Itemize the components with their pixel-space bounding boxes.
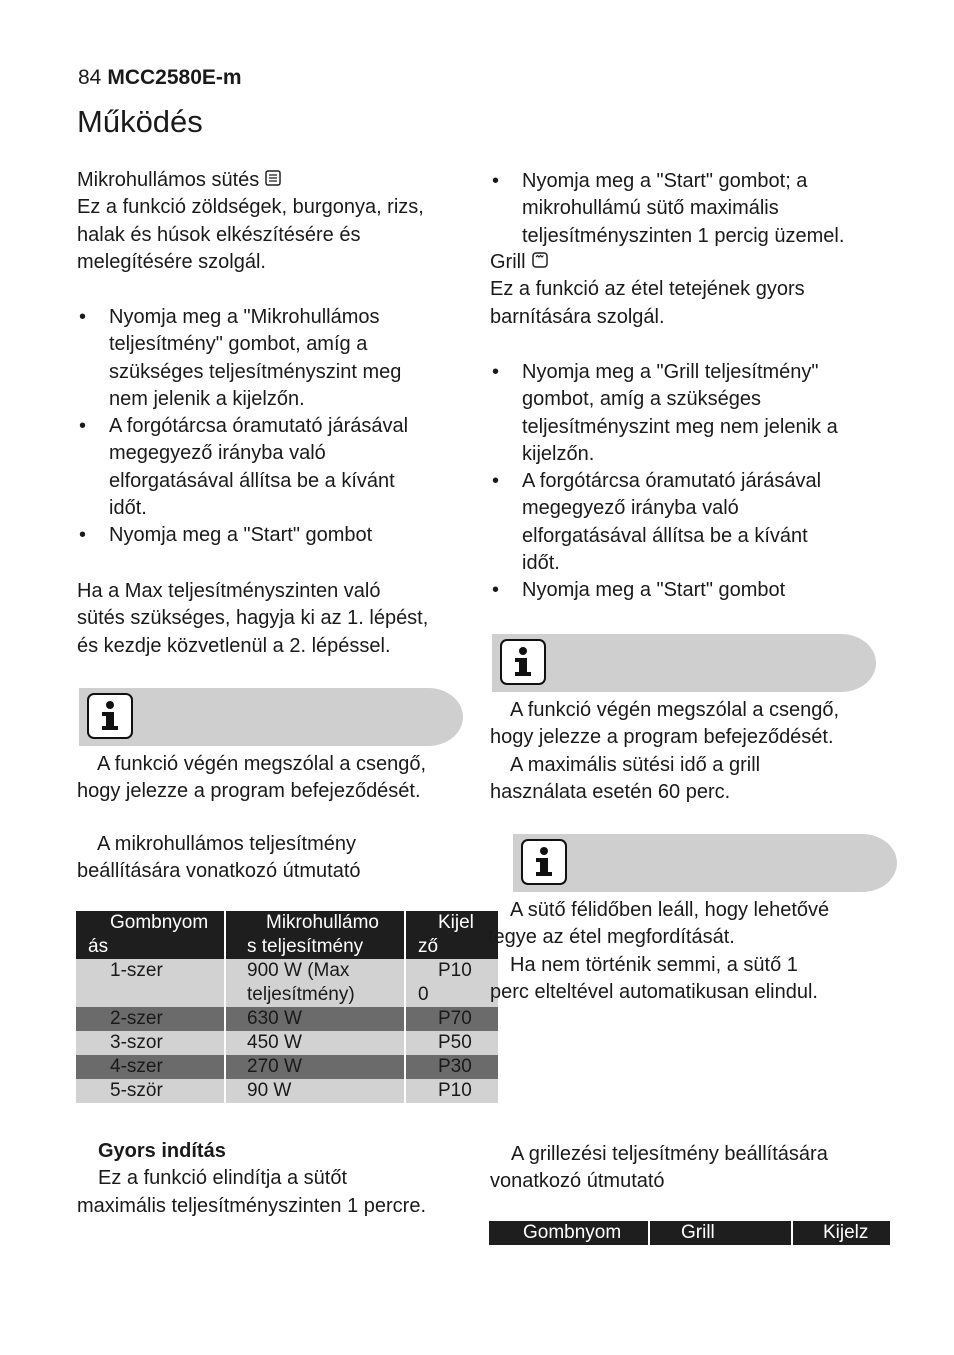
model-name: MCC2580E-m [107, 66, 242, 89]
grill-heading: Grill [490, 249, 890, 276]
grill-icon [532, 249, 548, 276]
info-note-text: A funkció végén megszólal a csengő, hogy jelezze a program befejeződését. A maximális sütési idő a grill használata esetén 60 perc. [490, 699, 840, 803]
quick-start-section: Gyors indítás Ez a funkció elindítja a sütőt maximális teljesítményszinten 1 percre. [77, 1138, 477, 1220]
quick-start-heading: Gyors indítás [98, 1140, 226, 1162]
microwave-power-table [76, 911, 498, 1103]
grill-steps [490, 359, 890, 605]
list-item: • Nyomja meg a "Start" gombot [77, 522, 477, 549]
info-note-bar [492, 634, 876, 692]
grill-section [490, 249, 890, 331]
power-table-heading: A mikrohullámos teljesítmény beállítására vonatkozó útmutató [77, 833, 361, 883]
table-header-row [489, 1221, 890, 1245]
info-icon [521, 839, 567, 885]
column-header-grill: Grill [649, 1221, 792, 1245]
column-header-display: Kijelz [792, 1221, 890, 1245]
page-header [78, 64, 242, 92]
table-row: 3-szor 450 W P50 [76, 1031, 498, 1055]
info-note-text: A funkció végén megszólal a csengő, hogy jelezze a program befejeződését. [77, 753, 427, 803]
max-power-note: Ha a Max teljesítményszinten való sütés szükséges, hagyja ki az 1. lépést, és kezdje közvetlenül a 2. lépéssel. [77, 580, 429, 657]
page-number: 84 [78, 66, 102, 89]
table-row: 1-szer 900 W (Max teljesítmény) P10 0 [76, 959, 498, 1007]
list-item: • A forgótárcsa óramutató járásával megegyező irányba való elforgatásával állítsa be a kívánt időt. [77, 413, 477, 522]
grill-description: Ez a funkció az étel tetejének gyors barnítására szolgál. [490, 278, 805, 328]
column-header-power: Mikrohullámo s teljesítmény [225, 911, 405, 959]
list-item: • Nyomja meg a "Grill teljesítmény" gombot, amíg a szükséges teljesítményszint meg nem jelenik a kijelzőn. [490, 359, 890, 468]
column-header-press: Gombnyom ás [76, 911, 225, 959]
microwave-section [77, 167, 477, 276]
column-header-press: Gombnyom [489, 1221, 649, 1245]
list-item: • Nyomja meg a "Start" gombot; a mikrohullámú sütő maximális teljesítményszinten 1 percig üzemel. [490, 168, 890, 250]
grill-table-heading: A grillezési teljesítmény beállítására vonatkozó útmutató [490, 1143, 828, 1193]
info-note-text: A sütő félidőben leáll, hogy lehetővé tegye az étel megfordítását. Ha nem történik semmi, a sütő 1 perc elteltével automatikusan elindul. [488, 899, 830, 1003]
microwave-description: Ez a funkció zöldségek, burgonya, rizs, halak és húsok elkészítésére és melegítésére szolgál. [77, 196, 424, 273]
microwave-steps [77, 304, 477, 550]
list-item: • Nyomja meg a "Start" gombot [490, 577, 890, 604]
start-step [490, 168, 890, 250]
grill-power-table [489, 1221, 890, 1245]
info-icon [500, 639, 546, 685]
table-row: 5-ször 90 W P10 [76, 1079, 498, 1103]
list-item: • Nyomja meg a "Mikrohullámos teljesítmény" gombot, amíg a szükséges teljesítményszint meg nem jelenik a kijelzőn. [77, 304, 477, 413]
microwave-heading: Mikrohullámos sütés [77, 167, 477, 194]
info-note-bar [79, 688, 463, 746]
page-title: Működés [77, 104, 203, 139]
info-icon [87, 693, 133, 739]
column-header-display: Kijel ző [405, 911, 498, 959]
table-header-row [76, 911, 498, 959]
table-row: 4-szer 270 W P30 [76, 1055, 498, 1079]
list-item: • A forgótárcsa óramutató járásával megegyező irányba való elforgatásával állítsa be a kívánt időt. [490, 468, 890, 577]
info-note-bar [513, 834, 897, 892]
microwave-icon [265, 167, 281, 194]
table-row: 2-szer 630 W P70 [76, 1007, 498, 1031]
